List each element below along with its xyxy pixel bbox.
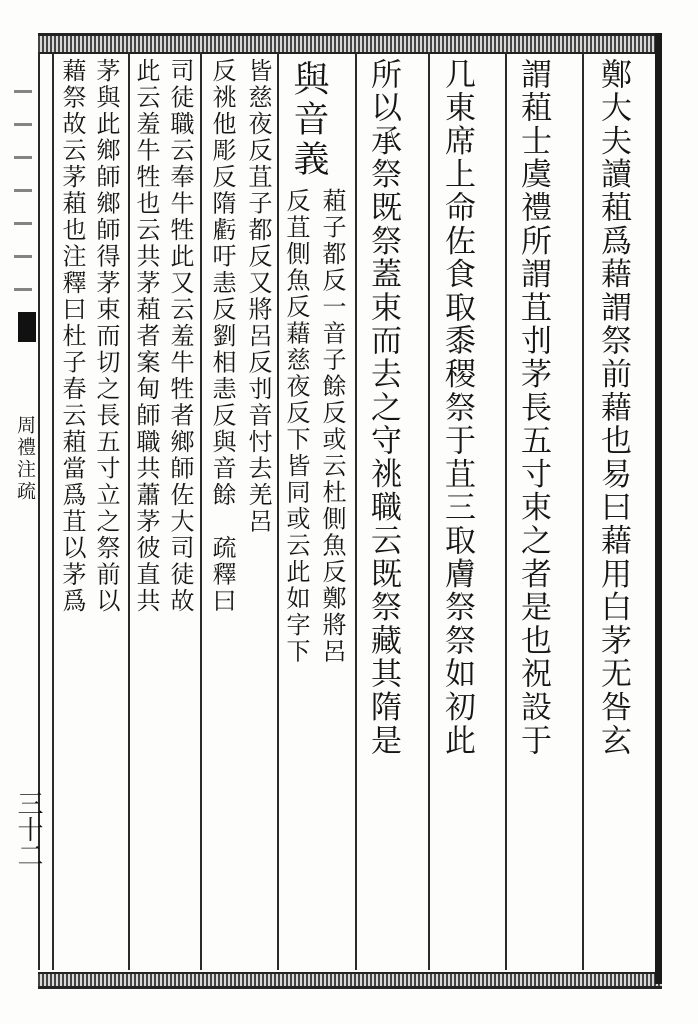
commentary-column: 蒩子都反一音子餘反或云杜側魚反鄭將呂 [318,188,346,665]
commentary-column: 此云羞牛牲也云共茅蒩者案甸師職共蕭茅彼直共 [132,58,160,615]
column-rule [355,52,357,970]
commentary-column: 司徒職云奉牛牲此又云羞牛牲者鄉師佐大司徒故 [166,58,194,615]
section-heading: 與音義 [288,60,329,180]
book-title: 周禮注疏 [14,415,36,503]
top-border [38,33,662,54]
column-rule [128,52,130,970]
commentary-column: 反祧他彫反隋虧吁恚反劉相恚反與音餘 疏釋曰 [208,58,236,615]
column-rule [428,52,430,970]
text-column: 所以承祭既祭蓋束而去之守祧職云既祭藏其隋是 [365,58,401,758]
text-column: 鄭大夫讀蒩爲藉謂祭前藉也易曰藉用白茅无咎玄 [595,58,631,758]
commentary-column: 皆慈夜反苴子都反又將呂反刌音忖去羌呂 [244,58,272,535]
column-rule [277,52,279,970]
fore-edge-marks [14,60,32,310]
right-border [655,33,662,984]
commentary-column: 反苴側魚反藉慈夜反下皆同或云此如字下 [282,188,310,665]
page-number: 三十二 [13,790,43,868]
commentary-column: 藉祭故云茅蒩也注釋曰杜子春云蒩當爲苴以茅爲 [58,58,86,615]
column-rule [505,52,507,970]
column-rule [582,52,584,970]
commentary-column: 茅與此鄉師鄉師得茅束而切之長五寸立之祭前以 [92,58,120,615]
column-rule [52,52,54,970]
fish-tail-mark [18,312,36,342]
column-rule [200,52,202,970]
text-column: 謂蒩士虞禮所謂苴刌茅長五寸束之者是也祝設于 [515,58,551,758]
bottom-border [38,972,662,989]
text-column: 几東席上命佐食取黍稷祭于苴三取膚祭祭如初此 [439,58,475,758]
